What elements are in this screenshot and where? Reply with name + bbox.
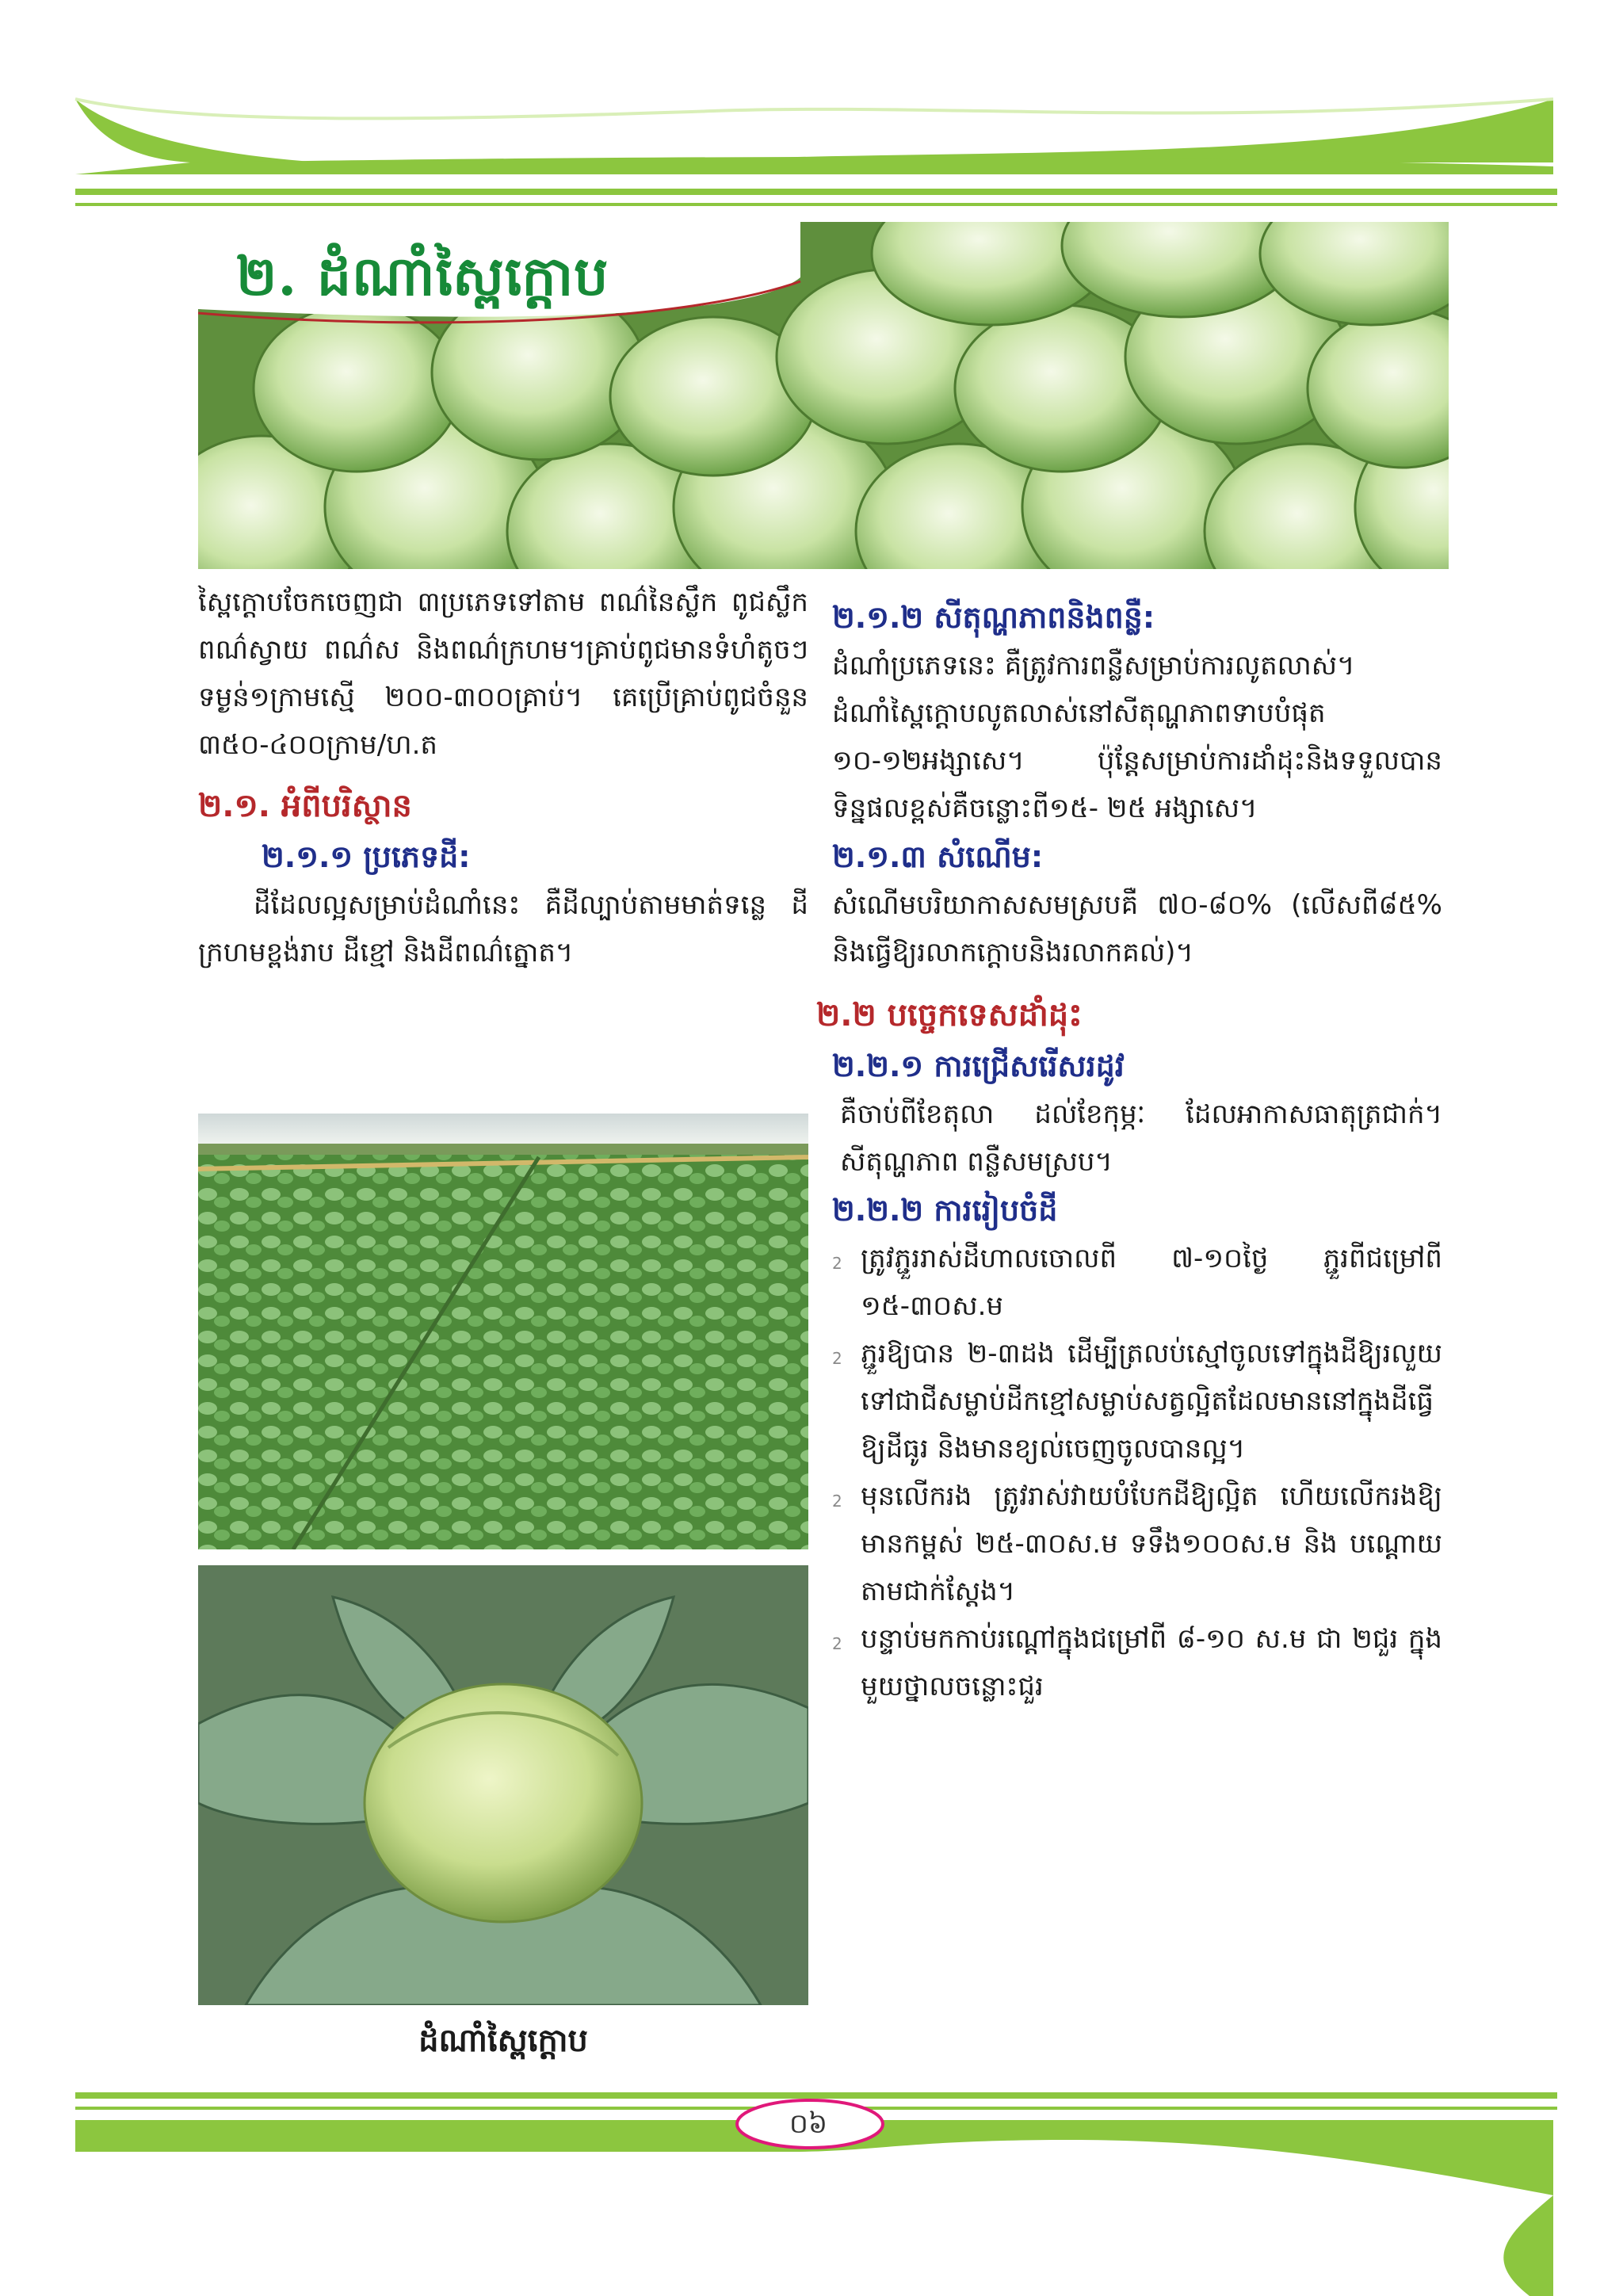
- temperature-light-text-1: ដំណាំប្រភេទនេះ គឺត្រូវការពន្លឺសម្រាប់ការលូតលាស់។: [832, 650, 1355, 682]
- cabbage-field-photo: [198, 1114, 808, 1549]
- soil-type-text: ដីដែលល្អសម្រាប់ដំណាំនេះ គឺដីល្បាប់តាមមាត់ទន្លេ ដីក្រហមខ្ពង់រាប ដីខ្មៅ និងដីពណ៌ត្នោត។: [198, 889, 808, 968]
- soil-preparation-list: [832, 1235, 1442, 1710]
- subsection-heading-soil-preparation: ២.២.២ ការរៀបចំដី: [832, 1193, 1058, 1228]
- subsection-heading-season: ២.២.១ ការជ្រើសរើសរដូវ: [832, 1049, 1125, 1083]
- list-item: 2 មុនលើករង ត្រូវរាស់វាយបំបែកដីឱ្យល្អិត ហើយលើករងឱ្យមានកម្ពស់ ២៥-៣០ស.ម ទទឹង១០០ស.ម និង បណ្ដោយតាមជាក់ស្ដែង។: [832, 1473, 1442, 1615]
- left-column: [198, 579, 808, 976]
- page-number: ០៦: [789, 2108, 828, 2140]
- list-item: 2 ភ្ជួរឱ្យបាន ២-៣ដង ដើម្បីត្រលប់ស្មៅចូលទៅក្នុងដីឱ្យរលួយទៅជាជីសម្លាប់ដីកខ្មៅសម្លាប់សត្វល្អិតដែលមាននៅក្នុងដីធ្វើឱ្យដីធូរ និងមានខ្យល់ចេញចូលបានល្អ។: [832, 1330, 1442, 1473]
- temperature-light-text-2: ដំណាំស្ពៃក្ដោបលូតលាស់នៅសីតុណ្ហភាពទាបបំផុត ១០-១២អង្សាសេ។ ប៉ុន្តែសម្រាប់ការដាំដុះនិងទទួលបានទិន្នផលខ្ពស់គឺចន្លោះពី១៥- ២៥ អង្សាសេ។: [832, 697, 1442, 824]
- right-column: [816, 593, 1442, 1710]
- cabbage-closeup-photo: [198, 1565, 808, 2005]
- list-item: 2 ត្រូវភ្ជួររាស់ដីហាលចោលពី ៧-១០ថ្ងៃ ភ្ជួរពីជម្រៅពី ១៥-៣០ស.ម: [832, 1235, 1442, 1330]
- list-item: 2 បន្ទាប់មកកាប់រណ្ដៅក្នុងជម្រៅពី ៨-១០ ស.ម ជា ២ជួរ ក្នុងមួយថ្នាលចន្លោះជួរ: [832, 1615, 1442, 1710]
- photo-caption: ដំណាំស្ពៃក្ដោប: [418, 2023, 588, 2059]
- intro-paragraph: ស្ពៃក្ដោបចែកចេញជា ៣ប្រភេទទៅតាម ពណ៌នៃស្លឹក ពូជស្លឹកពណ៌ស្វាយ ពណ៌ស និងពណ៌ក្រហម។គ្រាប់ពូជមានទំហំតូចៗ ទម្ងន់១ក្រាមស្មើ ២០០-៣០០គ្រាប់។ គេប្រើគ្រាប់ពូជចំនួន ៣៥០-៤០០ក្រាម/ហ.ត: [198, 586, 808, 761]
- section-heading-environment: ២.១. អំពីបរិស្ថាន: [198, 788, 412, 824]
- humidity-text: សំណើមបរិយាកាសសមស្របគឺ ៧០-៨០% (លើសពី៨៥% និងធ្វើឱ្យរលាកក្ដោបនិងរលាកគល់)។: [832, 889, 1442, 968]
- subsection-heading-soil-type: ២.១.១ ប្រភេទដី:: [262, 839, 471, 874]
- page-title: ២. ដំណាំស្ពៃក្ដោប: [236, 245, 609, 308]
- subsection-heading-humidity: ២.១.៣ សំណើម:: [832, 839, 1044, 874]
- header-decoration: [0, 0, 1623, 238]
- subsection-heading-temperature-light: ២.១.២ សីតុណ្ហភាពនិងពន្លឺ:: [832, 600, 1155, 635]
- season-text: គឺចាប់ពីខែតុលា ដល់ខែកុម្ភៈ ដែលអាកាសធាតុត្រជាក់។ សីតុណ្ហភាព ពន្លឺសមស្រប។: [840, 1098, 1442, 1178]
- section-heading-planting-techniques: ២.២ បច្ចេកទេសដាំដុះ: [816, 997, 1083, 1033]
